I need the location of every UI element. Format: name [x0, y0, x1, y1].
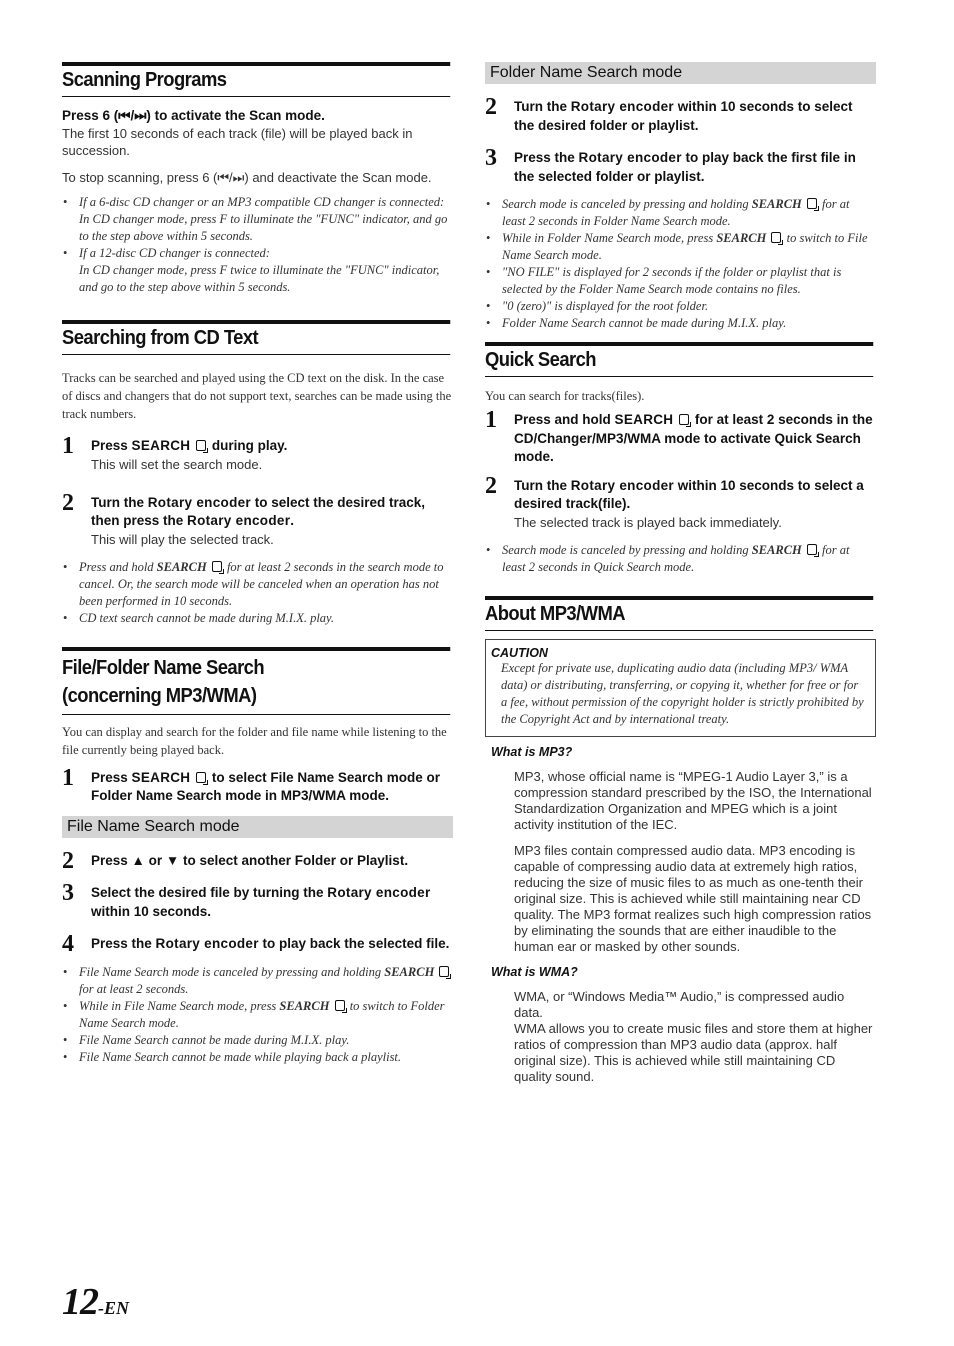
wma-paragraph-1: WMA, or “Windows Media™ Audio,” is compressed audio data.	[514, 988, 845, 1020]
left-column	[62, 62, 453, 1066]
heading-scanning-programs: Scanning Programs	[62, 62, 450, 97]
search-icon	[212, 561, 222, 572]
file-notes	[62, 964, 453, 1066]
scan-icon: ⏮/⏭	[118, 108, 147, 123]
right-column	[485, 62, 876, 1085]
step-number: 3	[62, 880, 74, 906]
caution-body: Except for private use, duplicating audio data (including MP3/ WMA data) or distributing, transferring, or copying it, whether for free or for a fee, without permission of the copyright holder is strictly prohibited by the Copyright Act and by international treaty.	[501, 660, 864, 726]
caution-title: CAUTION	[491, 645, 548, 660]
quick-intro: You can search for tracks(files).	[485, 389, 645, 403]
step-number: 1	[62, 433, 74, 459]
mp3-paragraph-2: MP3 files contain compressed audio data. MP3 encoding is capable of compressing audio data at extremely high ratios, reducing the size of music files to as much as one-tenth their original size. This is achieved while still maintaining near CD quality. The MP3 format realizes such high compression ratios by eliminating the sounds that are either inaudible to the human ear or masked by other sounds.	[514, 842, 872, 954]
step-number: 3	[485, 145, 497, 171]
search-icon	[807, 544, 817, 555]
note-item: • File Name Search cannot be made while playing back a playlist.	[62, 1049, 453, 1066]
search-icon	[335, 1000, 345, 1011]
note-item: • If a 12-disc CD changer is connected: In CD changer mode, press F twice to illuminate the "FUNC" indicator, and go to the step above within 5 seconds.	[62, 245, 453, 296]
heading-file-folder-search: File/Folder Name Search (concerning MP3/WMA)	[62, 647, 450, 715]
heading-quick-search: Quick Search	[485, 342, 873, 377]
note-item: • Search mode is canceled by pressing and holding SEARCH for at least 2 seconds in Folder Name Search mode.	[485, 196, 876, 230]
caution-box	[485, 639, 876, 737]
search-icon	[771, 232, 781, 243]
search-icon	[196, 772, 206, 783]
step-number: 2	[62, 489, 74, 516]
quick-step-1: 1 Press and hold SEARCH for at least 2 seconds in the CD/Changer/MP3/WMA mode to activate Quick Search mode.	[485, 407, 873, 464]
quick-notes	[485, 542, 876, 576]
scan-paragraph-2: To stop scanning, press 6 (⏮/⏭) and deactivate the Scan mode.	[62, 170, 432, 185]
note-item: • If a 6-disc CD changer or an MP3 compatible CD changer is connected: In CD changer mode, press F to illuminate the "FUNC" indicator, and go to the step above within 5 seconds.	[62, 194, 453, 245]
folder-notes	[485, 196, 876, 332]
cdtext-notes	[62, 559, 453, 627]
folder-step-3: 3 Press the Rotary encoder to play back the first file in the selected folder or playlist.	[485, 145, 856, 184]
subhead-file-name-search: File Name Search mode	[62, 816, 453, 838]
note-item: • File Name Search cannot be made during M.I.X. play.	[62, 1032, 453, 1049]
search-icon	[807, 198, 817, 209]
step-number: 1	[485, 407, 497, 433]
note-item: • While in Folder Name Search mode, press SEARCH to switch to File Name Search mode.	[485, 230, 876, 264]
step-number: 1	[62, 764, 74, 791]
file-step-4: 4 Press the Rotary encoder to play back the selected file.	[62, 931, 450, 957]
note-item: • Search mode is canceled by pressing and holding SEARCH for at least 2 seconds in Quick Search mode.	[485, 542, 876, 576]
subhead-folder-name-search: Folder Name Search mode	[485, 62, 876, 84]
search-icon	[196, 440, 206, 451]
scan-instruction: Press 6 (⏮/⏭) to activate the Scan mode.	[62, 108, 325, 123]
step-number: 2	[62, 847, 74, 874]
search-icon	[439, 966, 449, 977]
note-item: • File Name Search mode is canceled by pressing and holding SEARCH for at least 2 seconds.	[62, 964, 453, 998]
heading-about-mp3-wma: About MP3/WMA	[485, 596, 873, 631]
filefolder-intro: You can display and search for the folder and file name while listening to the file currently being played back.	[62, 724, 447, 757]
cdtext-intro: Tracks can be searched and played using the CD text on the disk. In the case of discs and changers that do not support text, searches can be made using the track numbers.	[62, 371, 452, 421]
scan-paragraph-1: The first 10 seconds of each track (file) will be played back in succession.	[62, 126, 413, 158]
step-number: 2	[485, 94, 497, 120]
wma-paragraph-2: WMA allows you to create music files and store them at higher ratios of compression than MP3 audio data (approx. half original size). This is achieved while still maintaining CD quality sound.	[514, 1020, 873, 1084]
note-item: • Press and hold SEARCH for at least 2 seconds in the search mode to cancel. Or, the search mode will be canceled when an operation has not been performed in 10 seconds.	[62, 559, 453, 610]
quick-step-2: 2 Turn the Rotary encoder within 10 seconds to select a desired track(file). The selected track is played back immediately.	[485, 472, 864, 530]
question-what-is-mp3: What is MP3?	[491, 744, 573, 759]
note-item: • Folder Name Search cannot be made during M.I.X. play.	[485, 315, 876, 332]
file-step-2: 2 Press ▲ or ▼ to select another Folder or Playlist.	[62, 847, 409, 874]
mp3-paragraph-1: MP3, whose official name is “MPEG-1 Audio Layer 3,” is a compression standard prescribed by the ISO, the International Standardization Organization and MPEG which is a joint activity institution of the IEC.	[514, 768, 872, 832]
question-what-is-wma: What is WMA?	[491, 964, 578, 979]
step-number: 4	[62, 931, 74, 957]
note-item: • "NO FILE" is displayed for 2 seconds if the folder or playlist that is selected by the Folder Name Search mode contains no files.	[485, 264, 876, 298]
search-icon	[679, 414, 689, 425]
note-item: • While in File Name Search mode, press SEARCH to switch to Folder Name Search mode.	[62, 998, 453, 1032]
heading-searching-cd-text: Searching from CD Text	[62, 320, 450, 355]
cdtext-step-1: 1 Press SEARCH during play. This will set the search mode.	[62, 433, 288, 472]
note-item: • "0 (zero)" is displayed for the root folder.	[485, 298, 876, 315]
page-number: 12-EN	[62, 1281, 129, 1323]
cdtext-step-2: 2 Turn the Rotary encoder to select the desired track, then press the Rotary encoder. This will play the selected track.	[62, 489, 426, 547]
file-step-3: 3 Select the desired file by turning the Rotary encoder within 10 seconds.	[62, 880, 431, 919]
scan-notes	[62, 194, 453, 296]
filefolder-step-1: 1 Press SEARCH to select File Name Search mode or Folder Name Search mode in MP3/WMA mode.	[62, 764, 440, 803]
note-item: • CD text search cannot be made during M.I.X. play.	[62, 610, 453, 627]
scan-icon: ⏮/⏭	[217, 170, 245, 185]
folder-step-2: 2 Turn the Rotary encoder within 10 seconds to select the desired folder or playlist.	[485, 94, 853, 133]
step-number: 2	[485, 472, 497, 499]
